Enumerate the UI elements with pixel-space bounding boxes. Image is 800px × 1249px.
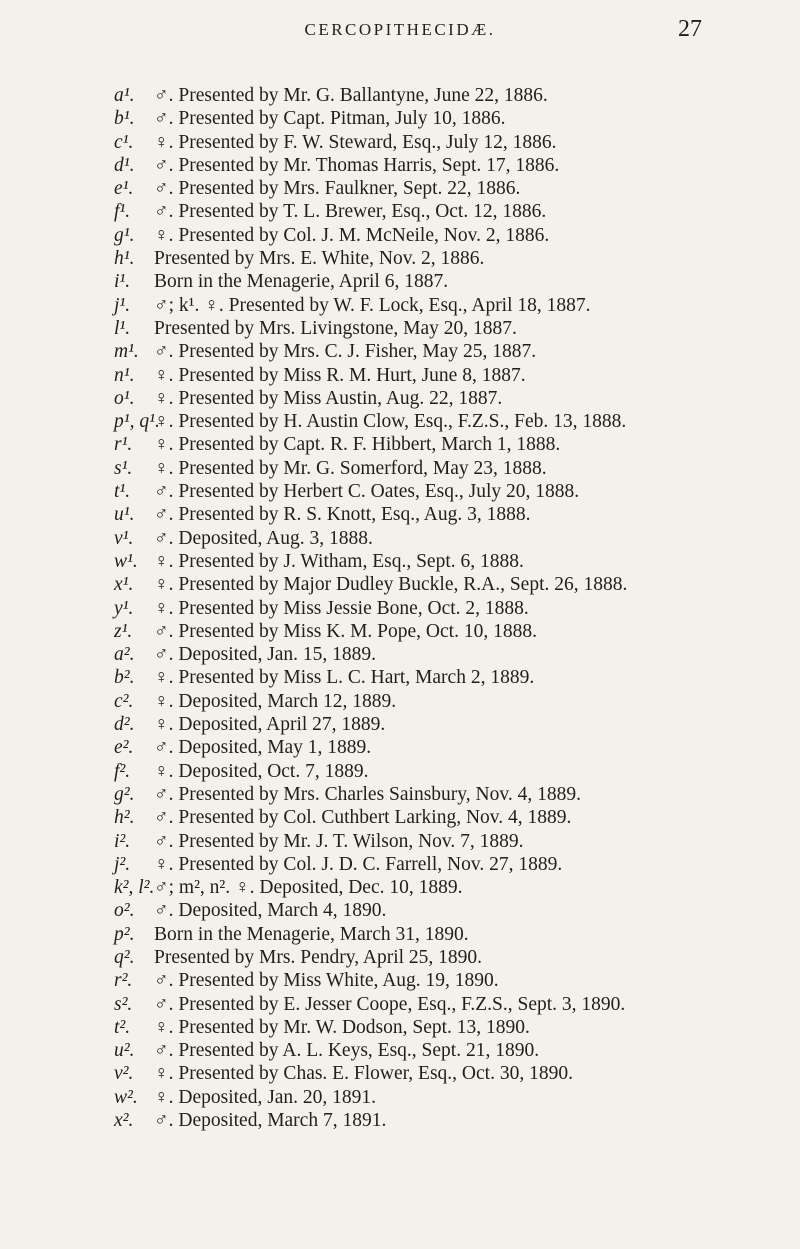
specimen-entry: [114, 923, 694, 946]
entry-label: h².: [114, 807, 135, 829]
entry-label: u¹.: [114, 504, 135, 526]
entry-text: ♂; m², n². ♀. Deposited, Dec. 10, 1889.: [154, 877, 463, 899]
entry-label: z¹.: [114, 620, 133, 642]
entry-text: ♂. Presented by Col. Cuthbert Larking, Nov. 4, 1889.: [154, 807, 572, 829]
entry-label: g¹.: [114, 224, 135, 246]
entry-text: ♀. Presented by J. Witham, Esq., Sept. 6, 1888.: [154, 550, 524, 572]
entry-label: w¹.: [114, 550, 138, 572]
entry-label: n¹.: [114, 364, 135, 386]
entry-text: ♀. Presented by Capt. R. F. Hibbert, March 1, 1888.: [154, 434, 561, 456]
specimen-entry: [114, 107, 694, 130]
entry-label: a².: [114, 644, 135, 666]
entry-text: ♀. Presented by Col. J. D. C. Farrell, Nov. 27, 1889.: [154, 853, 563, 875]
entry-label: x².: [114, 1110, 134, 1132]
entry-label: y¹.: [114, 597, 134, 619]
specimen-entry: [114, 806, 694, 829]
entry-label: j¹.: [114, 294, 131, 316]
specimen-entry: [114, 177, 694, 200]
entry-text: ♂. Deposited, May 1, 1889.: [154, 737, 372, 759]
entry-text: ♂. Presented by Mr. G. Ballantyne, June 22, 1886.: [154, 85, 548, 106]
specimen-entry: [114, 573, 694, 596]
entry-text: ♂. Presented by R. S. Knott, Esq., Aug. 3, 1888.: [154, 504, 531, 526]
specimen-entry: [114, 760, 694, 783]
entry-text: ♂. Presented by Capt. Pitman, July 10, 1886.: [154, 108, 506, 130]
entry-text: Presented by Mrs. E. White, Nov. 2, 1886.: [154, 248, 485, 270]
entry-label: d¹.: [114, 154, 135, 176]
entry-label: a¹.: [114, 85, 135, 106]
entry-label: t².: [114, 1016, 131, 1038]
entry-label: u².: [114, 1040, 135, 1062]
entry-text: ♂. Deposited, Jan. 15, 1889.: [154, 644, 377, 666]
specimen-entry: [114, 993, 694, 1016]
specimen-entry: [114, 853, 694, 876]
entry-label: v¹.: [114, 527, 134, 549]
entry-label: e².: [114, 737, 134, 759]
specimen-entry: [114, 131, 694, 154]
specimen-entry: [114, 1086, 694, 1109]
entry-label: r¹.: [114, 434, 133, 456]
specimen-entry: [114, 503, 694, 526]
entry-label: h¹.: [114, 248, 135, 270]
entry-text: ♀. Presented by Mr. W. Dodson, Sept. 13, 1890.: [154, 1016, 530, 1038]
entry-text: ♂. Deposited, Aug. 3, 1888.: [154, 527, 373, 549]
specimen-entry: [114, 643, 694, 666]
entry-label: c¹.: [114, 131, 134, 153]
specimen-entry: [114, 1016, 694, 1039]
specimen-entry: [114, 899, 694, 922]
entry-text: ♀. Presented by F. W. Steward, Esq., July 12, 1886.: [154, 131, 557, 153]
entry-text: ♂. Presented by Mr. Thomas Harris, Sept. 17, 1886.: [154, 154, 560, 176]
entry-label: q².: [114, 946, 135, 968]
specimen-entry: [114, 1109, 694, 1132]
specimen-entry: [114, 876, 694, 899]
entry-label: s².: [114, 993, 133, 1015]
entry-text: ♂. Presented by Mrs. Faulkner, Sept. 22, 1886.: [154, 178, 521, 200]
specimen-entry: [114, 340, 694, 363]
entry-text: ♀. Presented by Major Dudley Buckle, R.A., Sept. 26, 1888.: [154, 574, 628, 596]
entry-text: ♀. Deposited, Oct. 7, 1889.: [154, 760, 369, 782]
specimen-entry: [114, 713, 694, 736]
running-head: [0, 0, 800, 80]
specimen-entry: [114, 666, 694, 689]
specimen-entry: [114, 270, 694, 293]
specimen-entry: [114, 410, 694, 433]
entry-label: i².: [114, 830, 131, 852]
entry-text: ♀. Presented by H. Austin Clow, Esq., F.Z.S., Feb. 13, 1888.: [154, 411, 627, 433]
specimen-entry: [114, 84, 694, 107]
entry-label: f².: [114, 760, 131, 782]
entry-text: ♂. Deposited, March 7, 1891.: [154, 1110, 387, 1132]
entry-label: f¹.: [114, 201, 131, 223]
entry-label: o¹.: [114, 387, 135, 409]
entry-text: ♀. Deposited, April 27, 1889.: [154, 714, 386, 736]
entry-text: ♂. Presented by A. L. Keys, Esq., Sept. 21, 1890.: [154, 1040, 540, 1062]
specimen-entry: [114, 317, 694, 340]
entry-label: w².: [114, 1086, 138, 1108]
entry-label: c².: [114, 690, 134, 712]
specimen-entry: [114, 154, 694, 177]
entry-text: ♂. Presented by Herbert C. Oates, Esq., July 20, 1888.: [154, 481, 580, 503]
entry-text: ♂. Presented by Mrs. C. J. Fisher, May 25, 1887.: [154, 341, 537, 363]
entry-text: ♂; k¹. ♀. Presented by W. F. Lock, Esq., April 18, 1887.: [154, 294, 591, 316]
entry-text: ♀. Presented by Chas. E. Flower, Esq., Oct. 30, 1890.: [154, 1063, 573, 1085]
entry-label: t¹.: [114, 481, 131, 503]
specimen-entry: [114, 224, 694, 247]
entry-text: ♂. Presented by E. Jesser Coope, Esq., F.Z.S., Sept. 3, 1890.: [154, 993, 626, 1015]
page-number: 27: [678, 16, 702, 42]
specimen-entry: [114, 247, 694, 270]
entry-label: s¹.: [114, 457, 133, 479]
entry-text: ♀. Presented by Col. J. M. McNeile, Nov. 2, 1886.: [154, 224, 550, 246]
entry-label: j².: [114, 853, 131, 875]
specimen-entry: [114, 433, 694, 456]
entry-text: ♂. Presented by Miss K. M. Pope, Oct. 10, 1888.: [154, 620, 537, 642]
entry-label: l¹.: [114, 317, 131, 339]
entry-label: d².: [114, 714, 135, 736]
specimen-entry: [114, 969, 694, 992]
running-title: CERCOPITHECIDÆ.: [304, 20, 496, 39]
specimen-entry: [114, 550, 694, 573]
specimen-entry: [114, 690, 694, 713]
entry-text: ♂. Presented by Mrs. Charles Sainsbury, Nov. 4, 1889.: [154, 783, 581, 805]
entry-text: Presented by Mrs. Livingstone, May 20, 1887.: [154, 317, 517, 339]
entry-text: ♀. Deposited, March 12, 1889.: [154, 690, 397, 712]
specimen-entry: [114, 1062, 694, 1085]
entry-text: ♀. Deposited, Jan. 20, 1891.: [154, 1086, 377, 1108]
specimen-list: [114, 84, 694, 1132]
entry-label: b¹.: [114, 108, 135, 130]
entry-label: o².: [114, 900, 135, 922]
specimen-entry: [114, 1039, 694, 1062]
entry-text: Presented by Mrs. Pendry, April 25, 1890.: [154, 946, 483, 968]
entry-label: v².: [114, 1063, 134, 1085]
entry-text: Born in the Menagerie, March 31, 1890.: [154, 923, 469, 945]
entry-text: ♀. Presented by Miss L. C. Hart, March 2, 1889.: [154, 667, 535, 689]
specimen-entry: [114, 527, 694, 550]
entry-label: p².: [114, 923, 135, 945]
entry-text: ♀. Presented by Mr. G. Somerford, May 23, 1888.: [154, 457, 547, 479]
specimen-entry: [114, 294, 694, 317]
specimen-entry: [114, 830, 694, 853]
entry-text: ♀. Presented by Miss Austin, Aug. 22, 1887.: [154, 387, 503, 409]
specimen-entry: [114, 364, 694, 387]
entry-label: m¹.: [114, 341, 139, 363]
specimen-entry: [114, 620, 694, 643]
specimen-entry: [114, 783, 694, 806]
entry-text: Born in the Menagerie, April 6, 1887.: [154, 271, 449, 293]
specimen-entry: [114, 457, 694, 480]
entry-label: x¹.: [114, 574, 134, 596]
entry-label: e¹.: [114, 178, 134, 200]
entry-text: ♀. Presented by Miss R. M. Hurt, June 8, 1887.: [154, 364, 526, 386]
specimen-entry: [114, 946, 694, 969]
entry-text: ♀. Presented by Miss Jessie Bone, Oct. 2, 1888.: [154, 597, 529, 619]
entry-text: ♂. Presented by Mr. J. T. Wilson, Nov. 7, 1889.: [154, 830, 524, 852]
entry-label: i¹.: [114, 271, 131, 293]
entry-label: r².: [114, 970, 133, 992]
entry-text: ♂. Presented by Miss White, Aug. 19, 1890.: [154, 970, 499, 992]
specimen-entry: [114, 736, 694, 759]
specimen-entry: [114, 387, 694, 410]
entry-label: g².: [114, 783, 135, 805]
entry-label: p¹, q¹.: [114, 411, 160, 433]
entry-text: ♂. Presented by T. L. Brewer, Esq., Oct. 12, 1886.: [154, 201, 547, 223]
entry-text: ♂. Deposited, March 4, 1890.: [154, 900, 387, 922]
specimen-entry: [114, 480, 694, 503]
specimen-entry: [114, 200, 694, 223]
entry-label: b².: [114, 667, 135, 689]
specimen-entry: [114, 597, 694, 620]
entry-label: k², l².: [114, 877, 155, 899]
